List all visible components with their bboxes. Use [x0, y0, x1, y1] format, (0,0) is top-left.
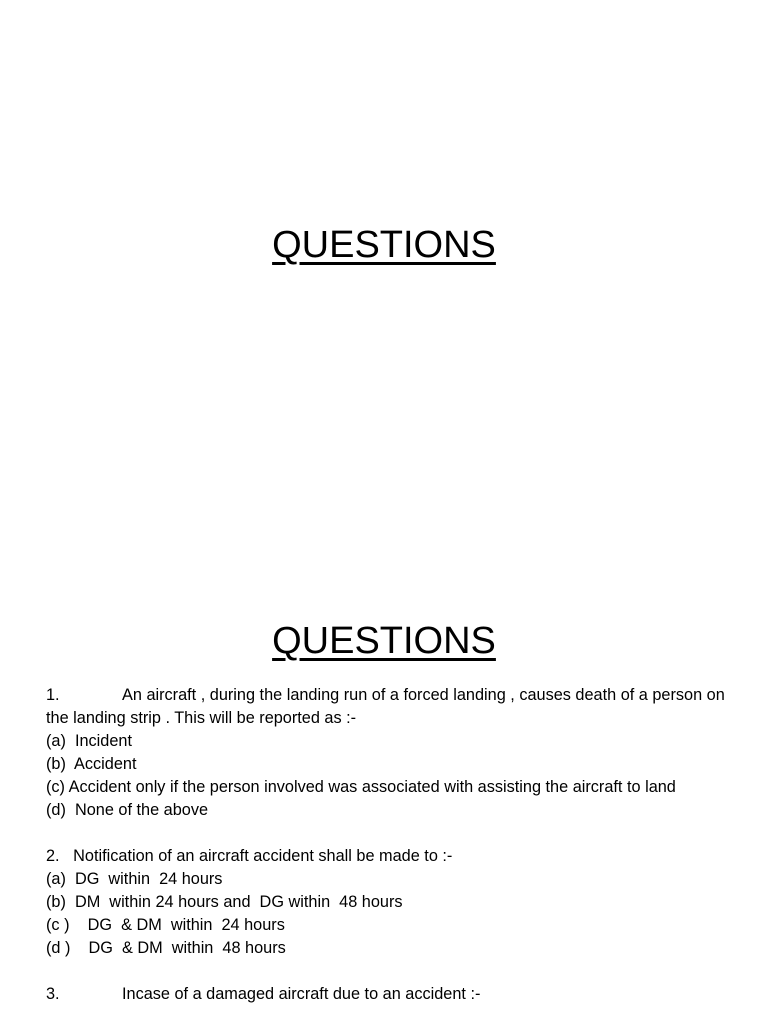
question-2: [46, 845, 726, 960]
question-list: [46, 684, 726, 1006]
spacer: [46, 822, 726, 845]
question-text: Incase of a damaged aircraft due to an accident :-: [122, 985, 481, 1003]
slide-2: [0, 576, 768, 1024]
option: (a) Incident: [46, 732, 132, 750]
slide-title: QUESTIONS: [272, 620, 496, 662]
option: (a) DG within 24 hours: [46, 870, 223, 888]
option: (d ) DG & DM within 48 hours: [46, 939, 286, 957]
slide-title: QUESTIONS: [272, 224, 496, 266]
option: (c) Accident only if the person involved was associated with assisting the aircraft to land: [46, 778, 676, 796]
question-stem: [46, 983, 726, 1006]
question-text: An aircraft , during the landing run of a forced landing , causes death of a person on the landing strip . This will be reported as :-: [46, 686, 725, 727]
question-stem: [46, 684, 726, 730]
question-stem: [46, 845, 726, 868]
question-3: [46, 983, 726, 1006]
option: (b) DM within 24 hours and DG within 48 hours: [46, 893, 403, 911]
question-number: 2.: [46, 847, 60, 865]
option: (c ) DG & DM within 24 hours: [46, 916, 285, 934]
question-number: 3.: [46, 985, 60, 1003]
spacer: [46, 960, 726, 983]
question-number: 1.: [46, 686, 60, 704]
question-1: [46, 684, 726, 822]
option: (b) Accident: [46, 755, 137, 773]
option: (d) None of the above: [46, 801, 209, 819]
question-text: Notification of an aircraft accident shall be made to :-: [73, 847, 453, 865]
